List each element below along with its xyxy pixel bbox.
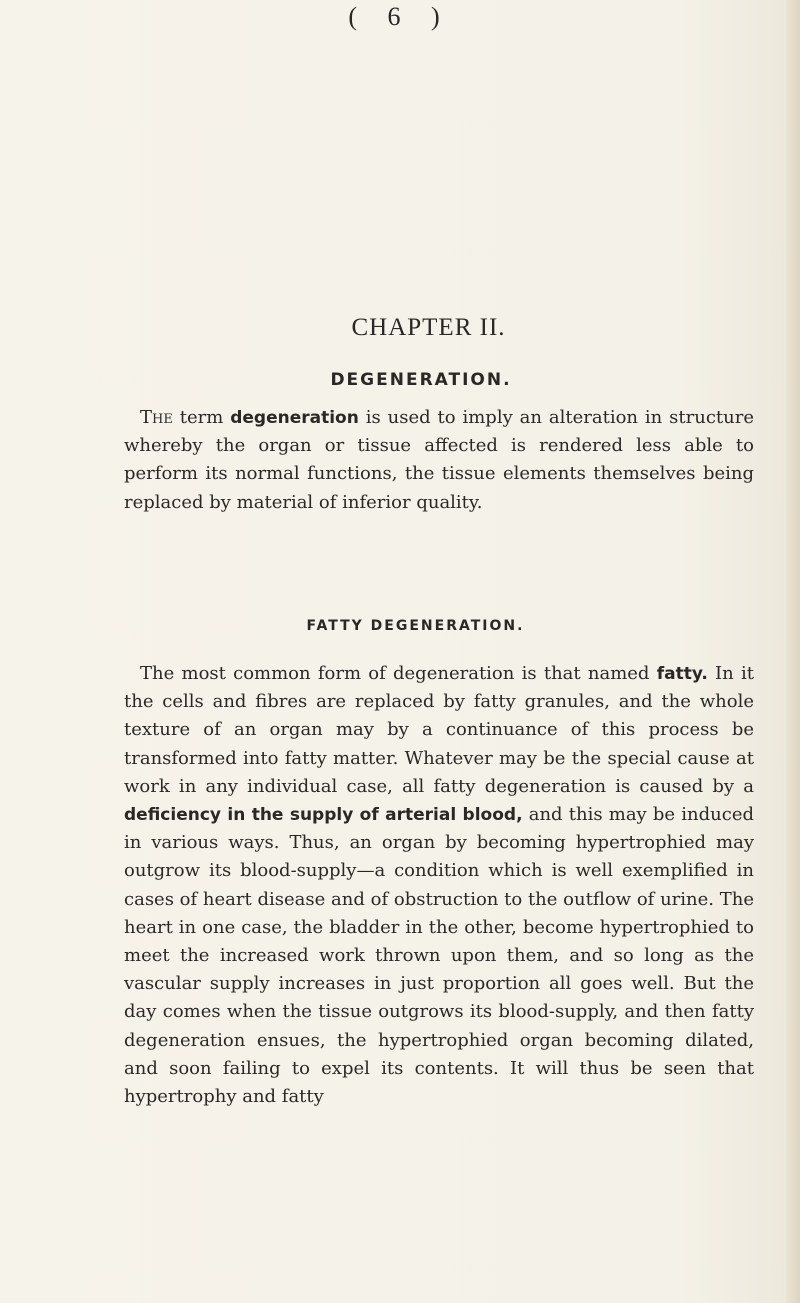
- lead-word: The: [140, 407, 173, 428]
- paragraph2-text2: In it the cells and fibres are replaced by fatty granules, and the whole texture of an organ may by a continuance of this process be transformed into fatty matter. Whatever may be the special cause at work in any individual case, all fatty degeneration is caused by a: [124, 663, 754, 797]
- paragraph-fatty-degeneration: [124, 660, 754, 1111]
- term-deficiency: deficiency in the supply of arterial blood,: [124, 805, 523, 826]
- term-degeneration: degeneration: [230, 408, 359, 428]
- paragraph1-text2: is used to imply an alteration in structure whereby the organ or tissue affected is rendered less able to perform its normal functions, the tissue elements themselves being replaced by material of inferior quality.: [124, 407, 754, 513]
- paragraph2-text3: and this may be induced in various ways. Thus, an organ by becoming hypertrophied may outgrow its blood-supply—a condition which is well exemplified in cases of heart disease and of obstruction to the outflow of urine. The heart in one case, the bladder in the other, become hypertrophied to meet the increased work thrown upon them, and so long as the vascular supply increases in just proportion all goes well. But the day comes when the tissue outgrows its blood-supply, and then fatty degeneration ensues, the hypertrophied organ becoming dilated, and soon failing to expel its contents. It will thus be seen that hypertrophy and fatty: [124, 804, 754, 1108]
- paragraph2-text1: The most common form of degeneration is that named: [140, 663, 657, 684]
- term-fatty: fatty.: [656, 664, 708, 684]
- paragraph1-text1: term: [172, 407, 231, 428]
- section-heading: DEGENERATION.: [330, 370, 512, 390]
- page-number: ( 6 ): [348, 2, 452, 31]
- chapter-title: CHAPTER II.: [351, 314, 506, 341]
- page-edge: [786, 0, 800, 1303]
- paragraph-degeneration: [124, 404, 754, 517]
- subsection-heading: FATTY DEGENERATION.: [306, 618, 525, 634]
